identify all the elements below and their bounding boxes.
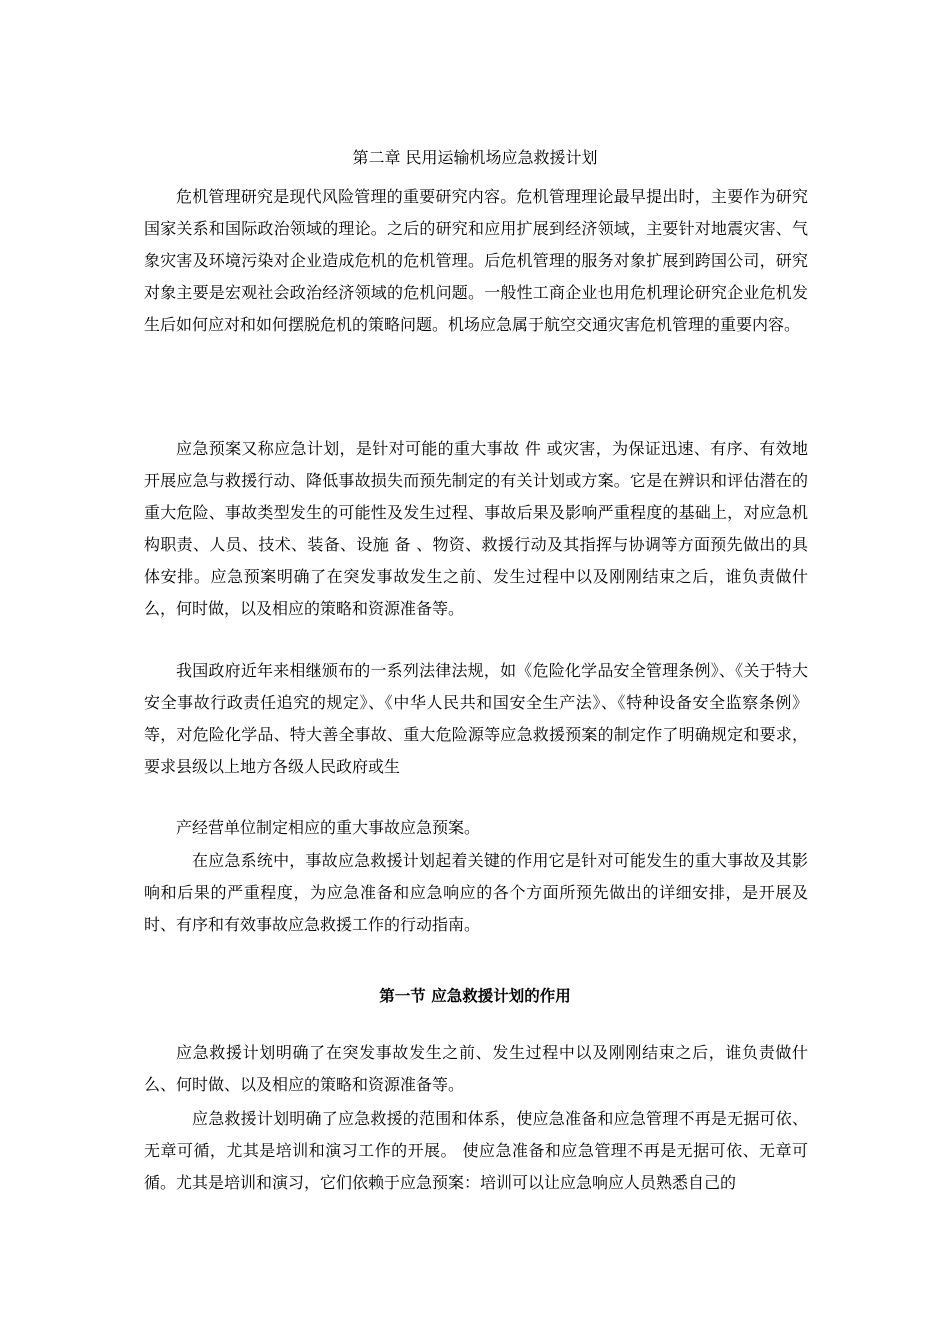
section-title: 第一节 应急救援计划的作用 [379,987,571,1005]
paragraph-plan-scope: 应急救援计划明确了应急救援的范围和体系，使应急准备和应急管理不再是无据可依、无章可循，尤其是培训和演习工作的开展。 使应急准备和应急管理不再是无据可依、无章可循。尤其是培训和演习，它们依赖于应急预案：培训可以让应急响应人员熟悉自己的 [144,1109,808,1192]
paragraph-laws-regulations: 我国政府近年来相继颁布的一系列法律法规，如《危险化学品安全管理条例》、《关于特大安全事故行政责任追究的规定》、《中华人民共和国安全生产法》、《特种设备安全监察条例》等，对危险化学品、特大善全事故、重大危险源等应急救援预案的制定作了明确规定和要求，要求县级以上地方各级人民政府或生 [144,661,808,776]
chapter-title: 第二章 民用运输机场应急救援计划 [352,148,598,167]
paragraph-laws-continuation: 产经营单位制定相应的重大事故应急预案。 [176,818,481,837]
paragraph-emergency-plan-definition: 应急预案又称应急计划，是针对可能的重大事故 件 或灾害，为保证迅速、有序、有效地开展应急与救援行动、降低事故损失而预先制定的有关计划或方案。它是在辨识和评估潜在的重大危险、事故类型发生的可能性及发生过程、事故后果及影响严重程度的基础上，对应急机构职责、人员、技术、装备、设施 备 、物资、救援行动及其指挥与协调等方面预先做出的具体安排。应急预案明确了在突发事故发生之前、发生过程中以及刚刚结束之后，谁负责做什么，何时做，以及相应的策略和资源准备等。 [144,439,808,618]
paragraph-plan-clarifies: 应急救援计划明确了在突发事故发生之前、发生过程中以及刚刚结束之后，谁负责做什么、何时做、以及相应的策略和资源准备等。 [144,1043,808,1094]
paragraph-crisis-management: 危机管理研究是现代风险管理的重要研究内容。危机管理理论最早提出时，主要作为研究国家关系和国际政治领域的理论。之后的研究和应用扩展到经济领域，主要针对地震灾害、气象灾害及环境污染对企业造成危机的危机管理。后危机管理的服务对象扩展到跨国公司，研究对象主要是宏观社会政治经济领域的危机问题。一般性工商企业也用危机理论研究企业危机发生后如何应对和如何摆脱危机的策略问题。机场应急属于航空交通灾害危机管理的重要内容。 [144,187,808,334]
paragraph-emergency-system: 在应急系统中，事故应急救援计划起着关键的作用它是针对可能发生的重大事故及其影响和后果的严重程度，为应急准备和应急响应的各个方面所预先做出的详细安排，是开展及时、有序和有效事故应急救援工作的行动指南。 [144,851,808,934]
